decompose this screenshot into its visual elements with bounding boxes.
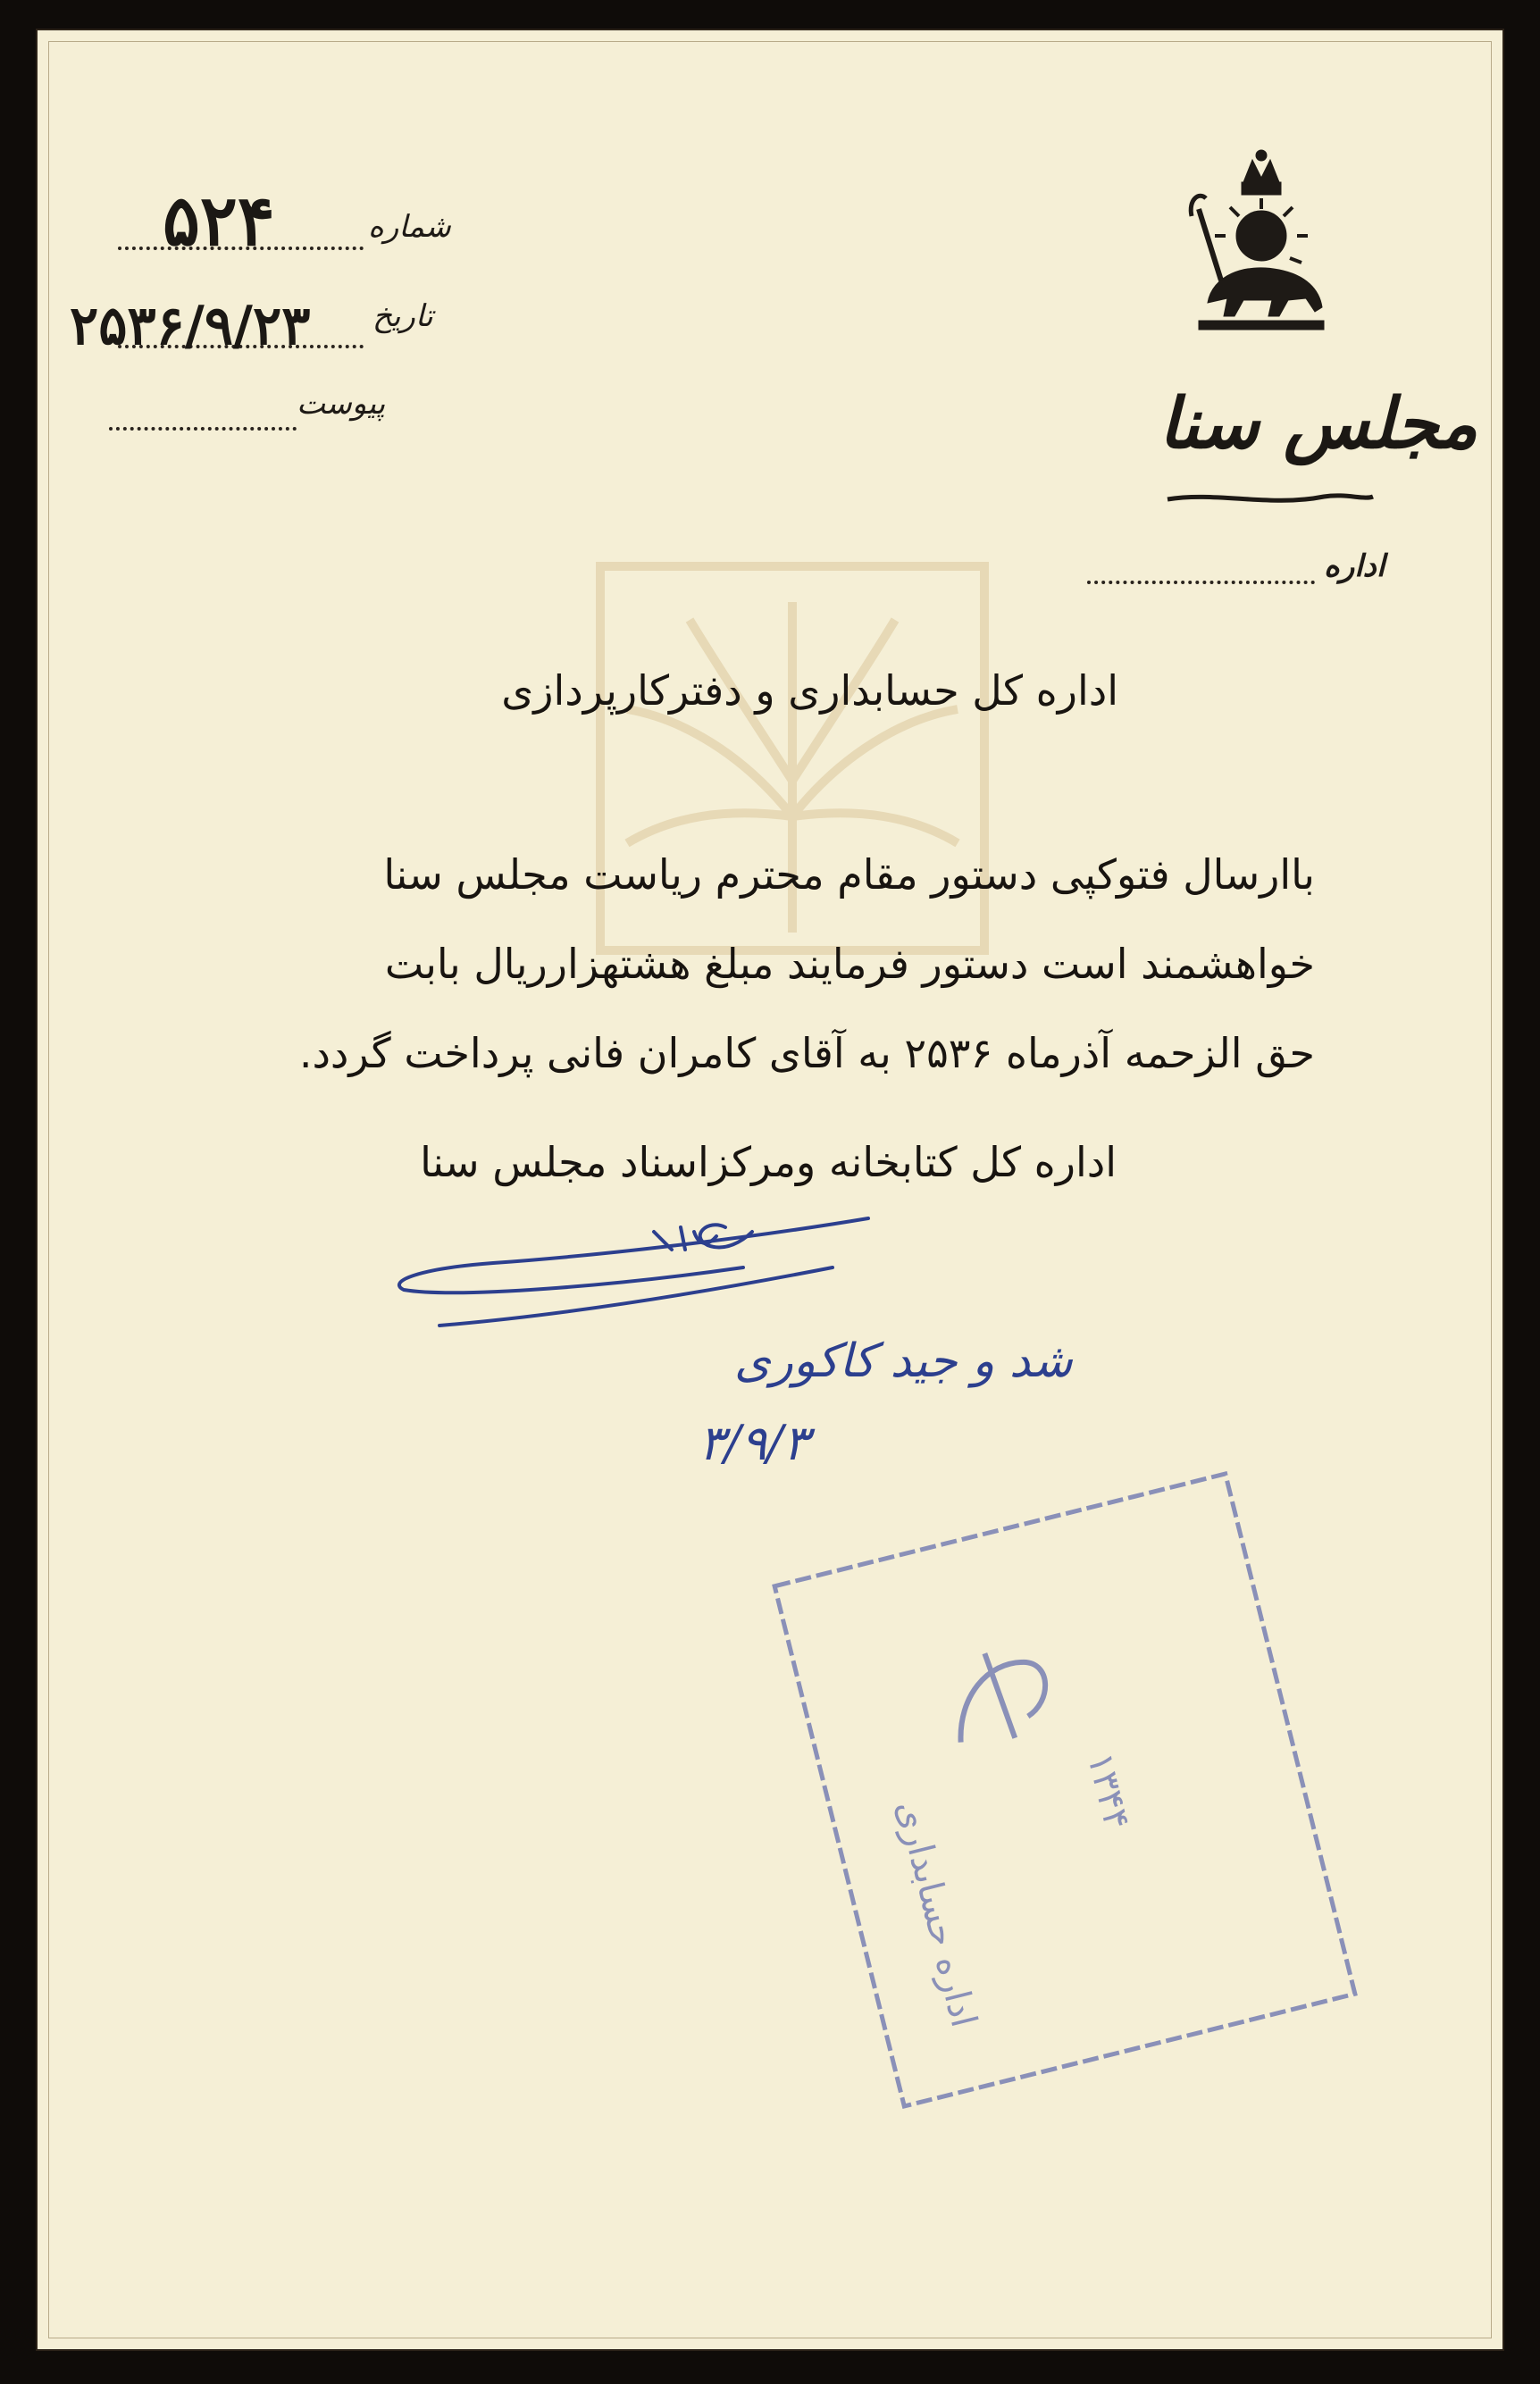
number-value: ۵۲۴ — [163, 180, 275, 262]
handwritten-date: ۳/۹/۳ — [699, 1415, 809, 1471]
body-line-1: باارسال فتوکپی دستور مقام محترم ریاست مجلس سنا — [383, 850, 1315, 899]
addressee-line: اداره کل حسابداری و دفترکارپردازی — [501, 666, 1118, 715]
date-value: ۲۵۳۶/۹/۲۳ — [70, 295, 311, 357]
received-stamp — [764, 1463, 1366, 2117]
stamp-text: اداره حسابداری — [888, 1796, 984, 2032]
blue-signature — [386, 1200, 886, 1334]
lion-and-sun-emblem-icon — [1172, 146, 1351, 343]
body-line-2: خواهشمند است دستور فرمایند مبلغ هشتهزارریال بابت — [384, 940, 1315, 988]
attachment-label: پیوست — [297, 386, 386, 422]
stamp-number: ۱۳۴۴ — [1079, 1748, 1138, 1834]
attachment-dotted-line — [109, 427, 297, 431]
org-underline-flourish — [1163, 486, 1377, 513]
stamp-border — [764, 1463, 1366, 2117]
sender-line: اداره کل کتابخانه ومرکزاسناد مجلس سنا — [420, 1138, 1117, 1186]
department-label: اداره — [1324, 548, 1385, 584]
department-dotted-line — [1087, 581, 1315, 584]
body-line-3: حق الزحمه آذرماه ۲۵۳۶ به آقای کامران فانی پرداخت گردد. — [298, 1029, 1315, 1077]
handwritten-note: شد و جید کاکوری — [734, 1334, 1073, 1388]
letter-page — [36, 29, 1504, 2351]
date-label: تاریخ — [372, 298, 433, 334]
org-name-logo: مجلس سنا — [1159, 383, 1478, 464]
number-label: شماره — [368, 209, 451, 245]
watermark-emblem — [582, 548, 1002, 968]
